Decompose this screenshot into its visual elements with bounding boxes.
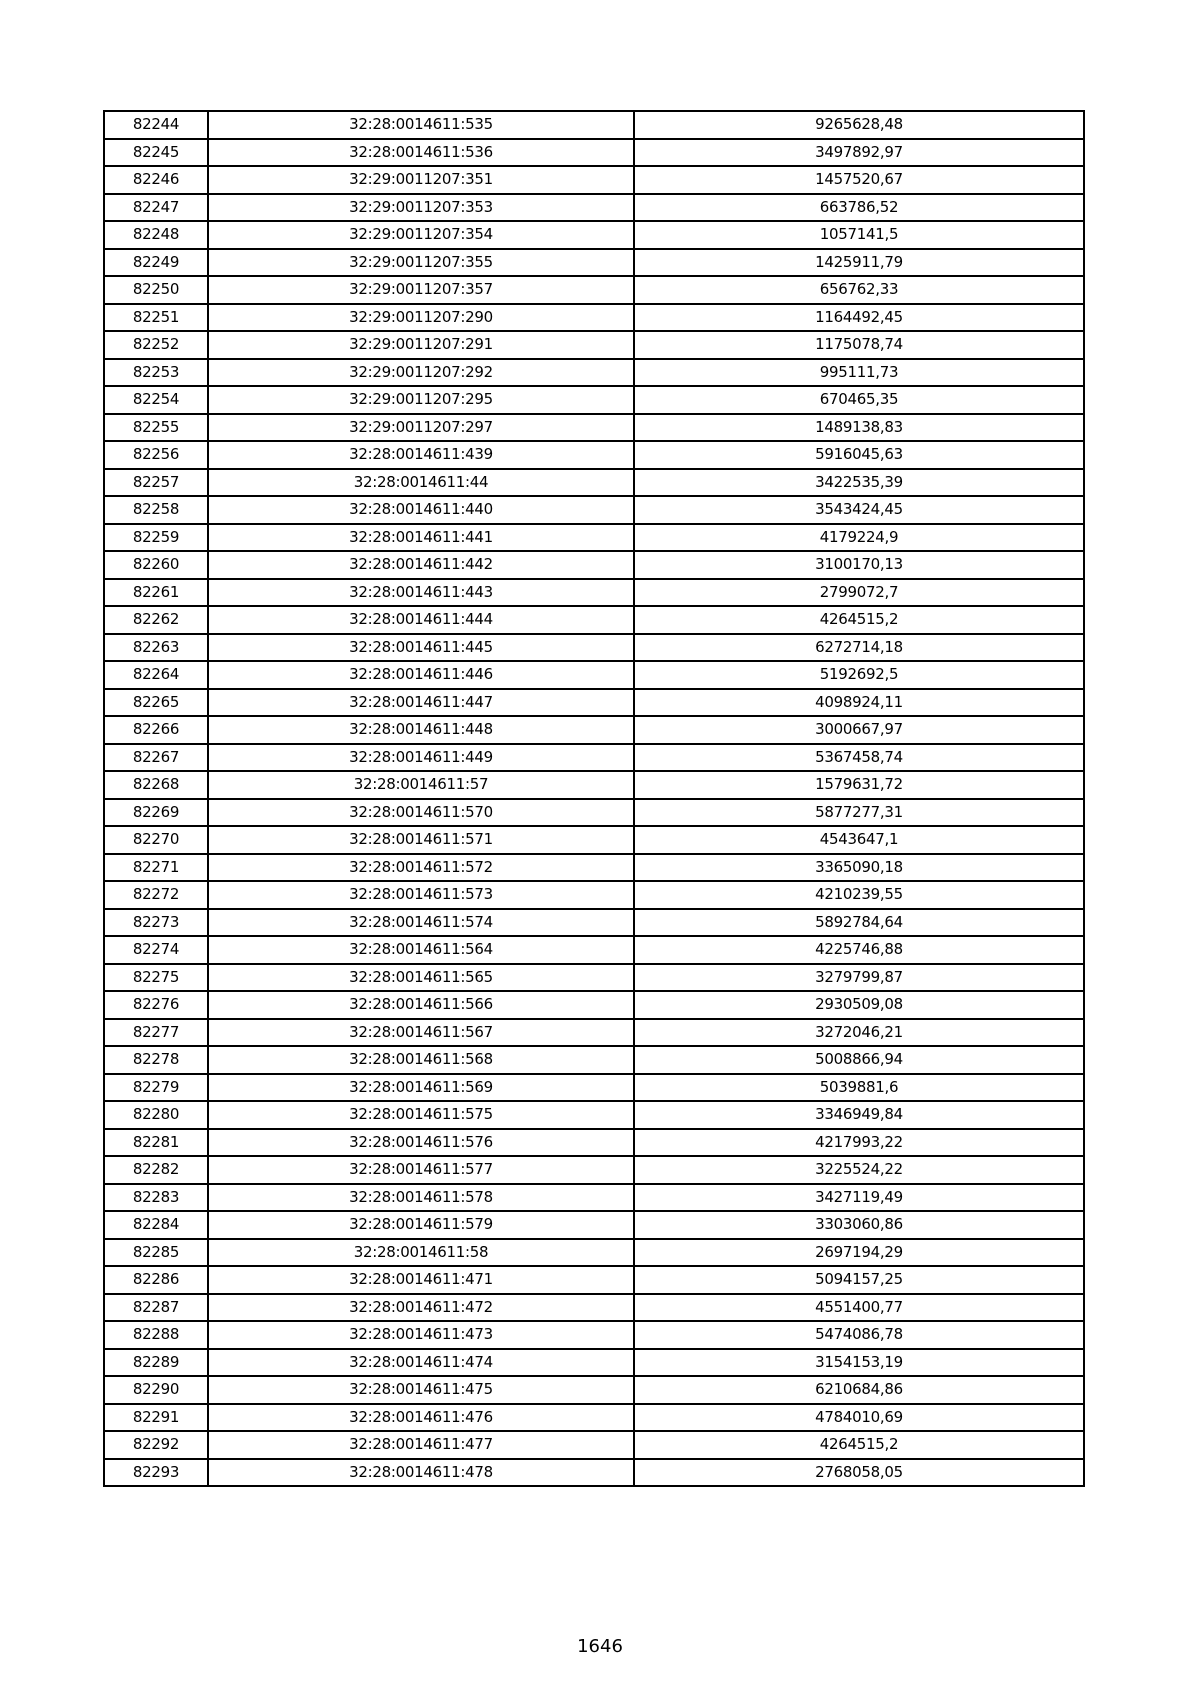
value-cell: 4784010,69 bbox=[634, 1404, 1084, 1432]
cadastral-number-cell: 32:28:0014611:536 bbox=[208, 139, 634, 167]
row-number-cell: 82245 bbox=[104, 139, 208, 167]
value-cell: 5192692,5 bbox=[634, 661, 1084, 689]
cadastral-number-cell: 32:29:0011207:353 bbox=[208, 194, 634, 222]
row-number-cell: 82250 bbox=[104, 276, 208, 304]
value-cell: 5892784,64 bbox=[634, 909, 1084, 937]
table-row bbox=[104, 716, 1084, 744]
cadastral-number-cell: 32:28:0014611:574 bbox=[208, 909, 634, 937]
value-cell: 1457520,67 bbox=[634, 166, 1084, 194]
cadastral-number-cell: 32:28:0014611:472 bbox=[208, 1294, 634, 1322]
value-cell: 656762,33 bbox=[634, 276, 1084, 304]
table-row bbox=[104, 1376, 1084, 1404]
row-number-cell: 82262 bbox=[104, 606, 208, 634]
value-cell: 3154153,19 bbox=[634, 1349, 1084, 1377]
table-row bbox=[104, 1321, 1084, 1349]
value-cell: 3100170,13 bbox=[634, 551, 1084, 579]
cadastral-number-cell: 32:28:0014611:578 bbox=[208, 1184, 634, 1212]
row-number-cell: 82288 bbox=[104, 1321, 208, 1349]
value-cell: 1175078,74 bbox=[634, 331, 1084, 359]
value-cell: 5094157,25 bbox=[634, 1266, 1084, 1294]
value-cell: 6272714,18 bbox=[634, 634, 1084, 662]
row-number-cell: 82259 bbox=[104, 524, 208, 552]
row-number-cell: 82279 bbox=[104, 1074, 208, 1102]
cadastral-number-cell: 32:28:0014611:446 bbox=[208, 661, 634, 689]
row-number-cell: 82248 bbox=[104, 221, 208, 249]
cadastral-number-cell: 32:28:0014611:566 bbox=[208, 991, 634, 1019]
value-cell: 3497892,97 bbox=[634, 139, 1084, 167]
cadastral-number-cell: 32:28:0014611:447 bbox=[208, 689, 634, 717]
row-number-cell: 82265 bbox=[104, 689, 208, 717]
cadastral-number-cell: 32:28:0014611:577 bbox=[208, 1156, 634, 1184]
table-row bbox=[104, 1294, 1084, 1322]
cadastral-number-cell: 32:28:0014611:444 bbox=[208, 606, 634, 634]
row-number-cell: 82256 bbox=[104, 441, 208, 469]
cadastral-number-cell: 32:28:0014611:576 bbox=[208, 1129, 634, 1157]
cadastral-table bbox=[103, 110, 1085, 1487]
value-cell: 3303060,86 bbox=[634, 1211, 1084, 1239]
cadastral-number-cell: 32:28:0014611:564 bbox=[208, 936, 634, 964]
cadastral-number-cell: 32:28:0014611:441 bbox=[208, 524, 634, 552]
table-row bbox=[104, 441, 1084, 469]
table-row bbox=[104, 331, 1084, 359]
table-row bbox=[104, 1431, 1084, 1459]
table-row bbox=[104, 881, 1084, 909]
table-row bbox=[104, 661, 1084, 689]
cadastral-number-cell: 32:28:0014611:443 bbox=[208, 579, 634, 607]
cadastral-number-cell: 32:28:0014611:535 bbox=[208, 111, 634, 139]
row-number-cell: 82257 bbox=[104, 469, 208, 497]
table-row bbox=[104, 579, 1084, 607]
table-row bbox=[104, 139, 1084, 167]
row-number-cell: 82252 bbox=[104, 331, 208, 359]
value-cell: 3000667,97 bbox=[634, 716, 1084, 744]
table-row bbox=[104, 249, 1084, 277]
value-cell: 3543424,45 bbox=[634, 496, 1084, 524]
cadastral-number-cell: 32:29:0011207:291 bbox=[208, 331, 634, 359]
value-cell: 5039881,6 bbox=[634, 1074, 1084, 1102]
cadastral-number-cell: 32:28:0014611:478 bbox=[208, 1459, 634, 1487]
table-row bbox=[104, 469, 1084, 497]
value-cell: 3279799,87 bbox=[634, 964, 1084, 992]
cadastral-number-cell: 32:28:0014611:568 bbox=[208, 1046, 634, 1074]
table-row bbox=[104, 634, 1084, 662]
value-cell: 3365090,18 bbox=[634, 854, 1084, 882]
value-cell: 9265628,48 bbox=[634, 111, 1084, 139]
cadastral-number-cell: 32:29:0011207:297 bbox=[208, 414, 634, 442]
value-cell: 5916045,63 bbox=[634, 441, 1084, 469]
value-cell: 3272046,21 bbox=[634, 1019, 1084, 1047]
table-row bbox=[104, 1349, 1084, 1377]
value-cell: 3427119,49 bbox=[634, 1184, 1084, 1212]
cadastral-number-cell: 32:28:0014611:58 bbox=[208, 1239, 634, 1267]
cadastral-number-cell: 32:28:0014611:569 bbox=[208, 1074, 634, 1102]
value-cell: 5008866,94 bbox=[634, 1046, 1084, 1074]
cadastral-number-cell: 32:28:0014611:567 bbox=[208, 1019, 634, 1047]
table-row bbox=[104, 1046, 1084, 1074]
table-row bbox=[104, 1101, 1084, 1129]
row-number-cell: 82253 bbox=[104, 359, 208, 387]
row-number-cell: 82284 bbox=[104, 1211, 208, 1239]
table-row bbox=[104, 799, 1084, 827]
value-cell: 4225746,88 bbox=[634, 936, 1084, 964]
row-number-cell: 82249 bbox=[104, 249, 208, 277]
table-row bbox=[104, 524, 1084, 552]
cadastral-number-cell: 32:29:0011207:292 bbox=[208, 359, 634, 387]
cadastral-number-cell: 32:28:0014611:445 bbox=[208, 634, 634, 662]
row-number-cell: 82273 bbox=[104, 909, 208, 937]
value-cell: 4543647,1 bbox=[634, 826, 1084, 854]
table-row bbox=[104, 386, 1084, 414]
cadastral-number-cell: 32:28:0014611:579 bbox=[208, 1211, 634, 1239]
value-cell: 1164492,45 bbox=[634, 304, 1084, 332]
row-number-cell: 82244 bbox=[104, 111, 208, 139]
table-row bbox=[104, 991, 1084, 1019]
row-number-cell: 82270 bbox=[104, 826, 208, 854]
value-cell: 5877277,31 bbox=[634, 799, 1084, 827]
row-number-cell: 82246 bbox=[104, 166, 208, 194]
cadastral-number-cell: 32:29:0011207:357 bbox=[208, 276, 634, 304]
value-cell: 2930509,08 bbox=[634, 991, 1084, 1019]
value-cell: 4264515,2 bbox=[634, 1431, 1084, 1459]
cadastral-number-cell: 32:28:0014611:44 bbox=[208, 469, 634, 497]
row-number-cell: 82267 bbox=[104, 744, 208, 772]
cadastral-number-cell: 32:29:0011207:295 bbox=[208, 386, 634, 414]
table-row bbox=[104, 359, 1084, 387]
value-cell: 1425911,79 bbox=[634, 249, 1084, 277]
row-number-cell: 82254 bbox=[104, 386, 208, 414]
cadastral-number-cell: 32:29:0011207:351 bbox=[208, 166, 634, 194]
row-number-cell: 82272 bbox=[104, 881, 208, 909]
table-row bbox=[104, 1266, 1084, 1294]
value-cell: 1579631,72 bbox=[634, 771, 1084, 799]
cadastral-number-cell: 32:28:0014611:448 bbox=[208, 716, 634, 744]
cadastral-number-cell: 32:29:0011207:355 bbox=[208, 249, 634, 277]
table-row bbox=[104, 304, 1084, 332]
value-cell: 2768058,05 bbox=[634, 1459, 1084, 1487]
cadastral-number-cell: 32:29:0011207:290 bbox=[208, 304, 634, 332]
table-row bbox=[104, 276, 1084, 304]
row-number-cell: 82260 bbox=[104, 551, 208, 579]
row-number-cell: 82268 bbox=[104, 771, 208, 799]
row-number-cell: 82247 bbox=[104, 194, 208, 222]
row-number-cell: 82269 bbox=[104, 799, 208, 827]
table-row bbox=[104, 496, 1084, 524]
row-number-cell: 82258 bbox=[104, 496, 208, 524]
cadastral-number-cell: 32:28:0014611:575 bbox=[208, 1101, 634, 1129]
value-cell: 670465,35 bbox=[634, 386, 1084, 414]
table-row bbox=[104, 551, 1084, 579]
table-row bbox=[104, 414, 1084, 442]
table-row bbox=[104, 936, 1084, 964]
value-cell: 3346949,84 bbox=[634, 1101, 1084, 1129]
value-cell: 995111,73 bbox=[634, 359, 1084, 387]
row-number-cell: 82289 bbox=[104, 1349, 208, 1377]
cadastral-number-cell: 32:28:0014611:572 bbox=[208, 854, 634, 882]
table-row bbox=[104, 854, 1084, 882]
table-row bbox=[104, 221, 1084, 249]
value-cell: 4179224,9 bbox=[634, 524, 1084, 552]
cadastral-number-cell: 32:28:0014611:573 bbox=[208, 881, 634, 909]
table-row bbox=[104, 744, 1084, 772]
cadastral-number-cell: 32:28:0014611:449 bbox=[208, 744, 634, 772]
value-cell: 4551400,77 bbox=[634, 1294, 1084, 1322]
cadastral-number-cell: 32:28:0014611:565 bbox=[208, 964, 634, 992]
row-number-cell: 82287 bbox=[104, 1294, 208, 1322]
row-number-cell: 82276 bbox=[104, 991, 208, 1019]
value-cell: 5367458,74 bbox=[634, 744, 1084, 772]
row-number-cell: 82263 bbox=[104, 634, 208, 662]
value-cell: 2799072,7 bbox=[634, 579, 1084, 607]
row-number-cell: 82292 bbox=[104, 1431, 208, 1459]
value-cell: 4264515,2 bbox=[634, 606, 1084, 634]
table-row bbox=[104, 1459, 1084, 1487]
value-cell: 1489138,83 bbox=[634, 414, 1084, 442]
cadastral-number-cell: 32:28:0014611:440 bbox=[208, 496, 634, 524]
value-cell: 5474086,78 bbox=[634, 1321, 1084, 1349]
cadastral-number-cell: 32:28:0014611:442 bbox=[208, 551, 634, 579]
row-number-cell: 82281 bbox=[104, 1129, 208, 1157]
table-row bbox=[104, 1184, 1084, 1212]
row-number-cell: 82274 bbox=[104, 936, 208, 964]
row-number-cell: 82264 bbox=[104, 661, 208, 689]
cadastral-number-cell: 32:28:0014611:476 bbox=[208, 1404, 634, 1432]
cadastral-number-cell: 32:28:0014611:474 bbox=[208, 1349, 634, 1377]
table-row bbox=[104, 909, 1084, 937]
cadastral-number-cell: 32:28:0014611:570 bbox=[208, 799, 634, 827]
table-row bbox=[104, 606, 1084, 634]
value-cell: 2697194,29 bbox=[634, 1239, 1084, 1267]
row-number-cell: 82291 bbox=[104, 1404, 208, 1432]
table-row bbox=[104, 1156, 1084, 1184]
row-number-cell: 82286 bbox=[104, 1266, 208, 1294]
table-row bbox=[104, 1404, 1084, 1432]
cadastral-number-cell: 32:29:0011207:354 bbox=[208, 221, 634, 249]
row-number-cell: 82285 bbox=[104, 1239, 208, 1267]
row-number-cell: 82271 bbox=[104, 854, 208, 882]
row-number-cell: 82275 bbox=[104, 964, 208, 992]
row-number-cell: 82278 bbox=[104, 1046, 208, 1074]
value-cell: 1057141,5 bbox=[634, 221, 1084, 249]
value-cell: 6210684,86 bbox=[634, 1376, 1084, 1404]
value-cell: 4210239,55 bbox=[634, 881, 1084, 909]
table-row bbox=[104, 194, 1084, 222]
cadastral-number-cell: 32:28:0014611:571 bbox=[208, 826, 634, 854]
value-cell: 663786,52 bbox=[634, 194, 1084, 222]
value-cell: 3422535,39 bbox=[634, 469, 1084, 497]
table-row bbox=[104, 1019, 1084, 1047]
row-number-cell: 82277 bbox=[104, 1019, 208, 1047]
value-cell: 3225524,22 bbox=[634, 1156, 1084, 1184]
row-number-cell: 82251 bbox=[104, 304, 208, 332]
value-cell: 4098924,11 bbox=[634, 689, 1084, 717]
table-row bbox=[104, 111, 1084, 139]
table-row bbox=[104, 1129, 1084, 1157]
table-row bbox=[104, 1074, 1084, 1102]
cadastral-number-cell: 32:28:0014611:439 bbox=[208, 441, 634, 469]
cadastral-number-cell: 32:28:0014611:57 bbox=[208, 771, 634, 799]
row-number-cell: 82261 bbox=[104, 579, 208, 607]
table-row bbox=[104, 1211, 1084, 1239]
cadastral-number-cell: 32:28:0014611:475 bbox=[208, 1376, 634, 1404]
row-number-cell: 82290 bbox=[104, 1376, 208, 1404]
table-row bbox=[104, 689, 1084, 717]
cadastral-number-cell: 32:28:0014611:473 bbox=[208, 1321, 634, 1349]
row-number-cell: 82293 bbox=[104, 1459, 208, 1487]
row-number-cell: 82280 bbox=[104, 1101, 208, 1129]
value-cell: 4217993,22 bbox=[634, 1129, 1084, 1157]
cadastral-number-cell: 32:28:0014611:471 bbox=[208, 1266, 634, 1294]
table-body bbox=[104, 111, 1084, 1486]
row-number-cell: 82283 bbox=[104, 1184, 208, 1212]
table-row bbox=[104, 1239, 1084, 1267]
table-row bbox=[104, 826, 1084, 854]
page-number: 1646 bbox=[577, 1636, 623, 1657]
row-number-cell: 82255 bbox=[104, 414, 208, 442]
row-number-cell: 82282 bbox=[104, 1156, 208, 1184]
table-row bbox=[104, 964, 1084, 992]
table-row bbox=[104, 166, 1084, 194]
table-row bbox=[104, 771, 1084, 799]
row-number-cell: 82266 bbox=[104, 716, 208, 744]
cadastral-number-cell: 32:28:0014611:477 bbox=[208, 1431, 634, 1459]
